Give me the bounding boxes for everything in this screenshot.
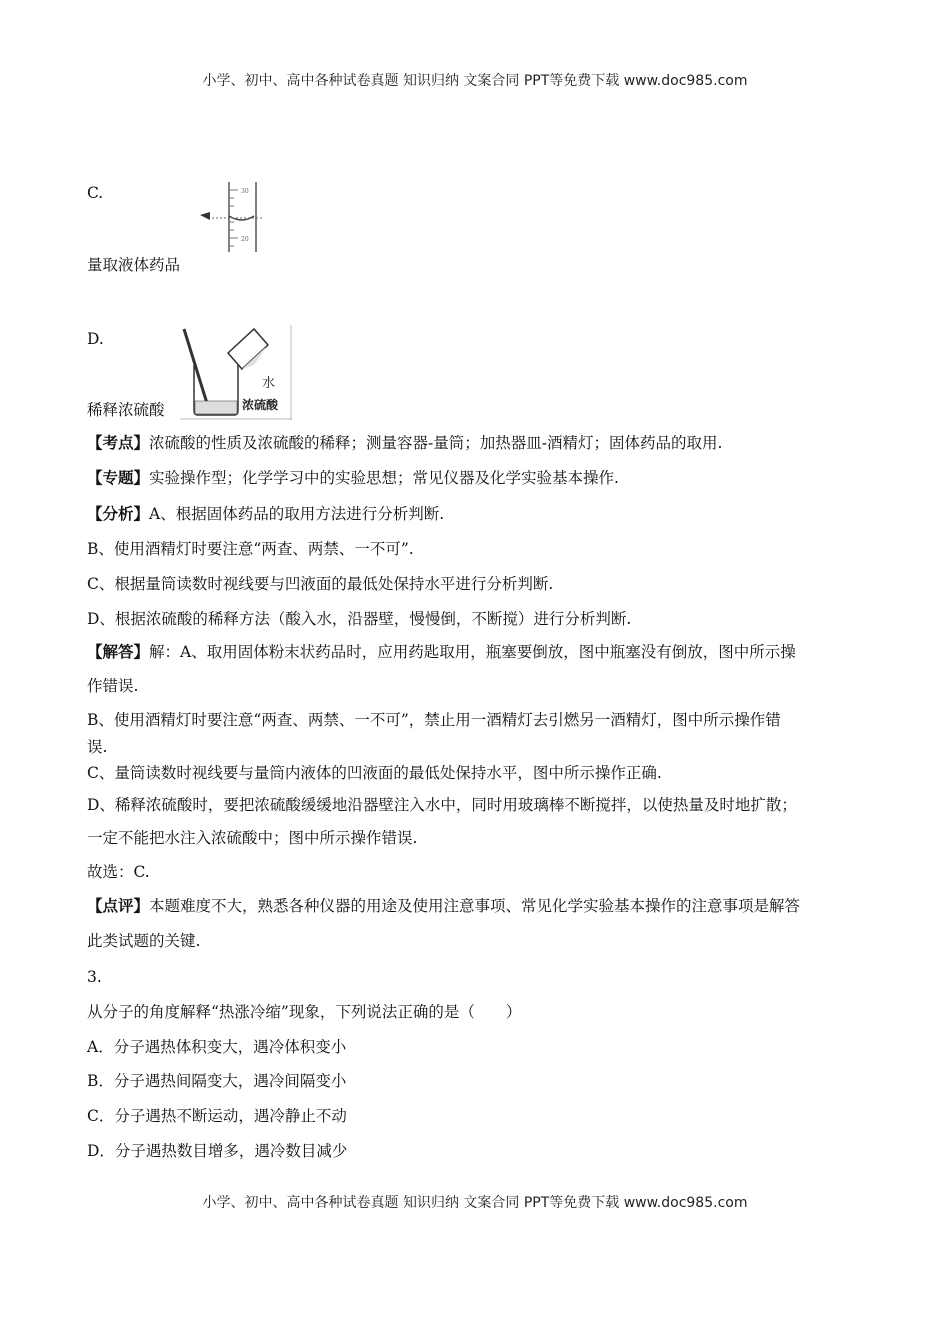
option-d-letter: D. (87, 330, 104, 348)
question-stem: 从分子的角度解释“热涨冷缩”现象，下列说法正确的是（ ） (87, 1003, 522, 1021)
option-b: B．分子遇热间隔变大，遇冷间隔变小 (87, 1072, 347, 1090)
analysis-line: 【点评】本题难度不大，熟悉各种仪器的用途及使用注意事项、常见化学实验基本操作的注意事项是解答 (87, 896, 801, 915)
scale-label-bottom: 20 (241, 236, 249, 243)
option-c-caption: 量取液体药品 (87, 256, 181, 274)
eye-icon (200, 212, 210, 220)
analysis-line: 误. (87, 738, 108, 756)
dilution-diagram-image (180, 325, 292, 420)
acid-label: 浓硫酸 (242, 398, 279, 412)
option-a: A．分子遇热体积变大，遇冷体积变小 (87, 1038, 347, 1056)
analysis-line: 【分析】A、根据固体药品的取用方法进行分析判断. (87, 504, 445, 523)
graduated-cylinder-image (196, 182, 262, 252)
analysis-line: 【解答】解：A、取用固体粉末状药品时，应用药匙取用，瓶塞要倒放，图中瓶塞没有倒放，图中所示操 (87, 642, 796, 661)
answer-line: 故选：C. (87, 863, 150, 881)
question-number: 3. (87, 968, 102, 986)
analysis-line: 【专题】实验操作型；化学学习中的实验思想；常见仪器及化学实验基本操作. (87, 468, 619, 487)
analysis-line: 一定不能把水注入浓硫酸中；图中所示操作错误. (87, 829, 418, 847)
analysis-line: 作错误. (87, 677, 139, 695)
analysis-line: C、根据量筒读数时视线要与凹液面的最低处保持水平进行分析判断. (87, 575, 554, 593)
option-d: D．分子遇热数目增多，遇冷数目减少 (87, 1142, 348, 1160)
option-c: C．分子遇热不断运动，遇冷静止不动 (87, 1107, 347, 1125)
analysis-line: 此类试题的关键. (87, 932, 201, 950)
analysis-line: B、使用酒精灯时要注意“两查、两禁、一不可”. (87, 540, 414, 558)
analysis-line: 【考点】浓硫酸的性质及浓硫酸的稀释；测量容器-量筒；加热器皿-酒精灯；固体药品的取用. (87, 433, 723, 452)
page-header: 小学、初中、高中各种试卷真题 知识归纳 文案合同 PPT等免费下载 www.doc985.com (202, 73, 748, 89)
analysis-line: D、根据浓硫酸的稀释方法（酸入水，沿器壁，慢慢倒，不断搅）进行分析判断. (87, 610, 632, 628)
option-d-caption: 稀释浓硫酸 (87, 401, 165, 419)
analysis-line: B、使用酒精灯时要注意“两查、两禁、一不可”，禁止用一酒精灯去引燃另一酒精灯，图中所示操作错 (87, 711, 781, 729)
option-c-letter: C. (87, 184, 104, 202)
page-footer: 小学、初中、高中各种试卷真题 知识归纳 文案合同 PPT等免费下载 www.doc985.com (202, 1195, 748, 1211)
analysis-line: C、量筒读数时视线要与量筒内液体的凹液面的最低处保持水平，图中所示操作正确. (87, 764, 662, 782)
analysis-line: D、稀释浓硫酸时，要把浓硫酸缓缓地沿器壁注入水中，同时用玻璃棒不断搅拌，以使热量及时地扩散； (87, 796, 797, 814)
scale-label-top: 30 (241, 188, 249, 195)
water-label: 水 (262, 376, 276, 391)
